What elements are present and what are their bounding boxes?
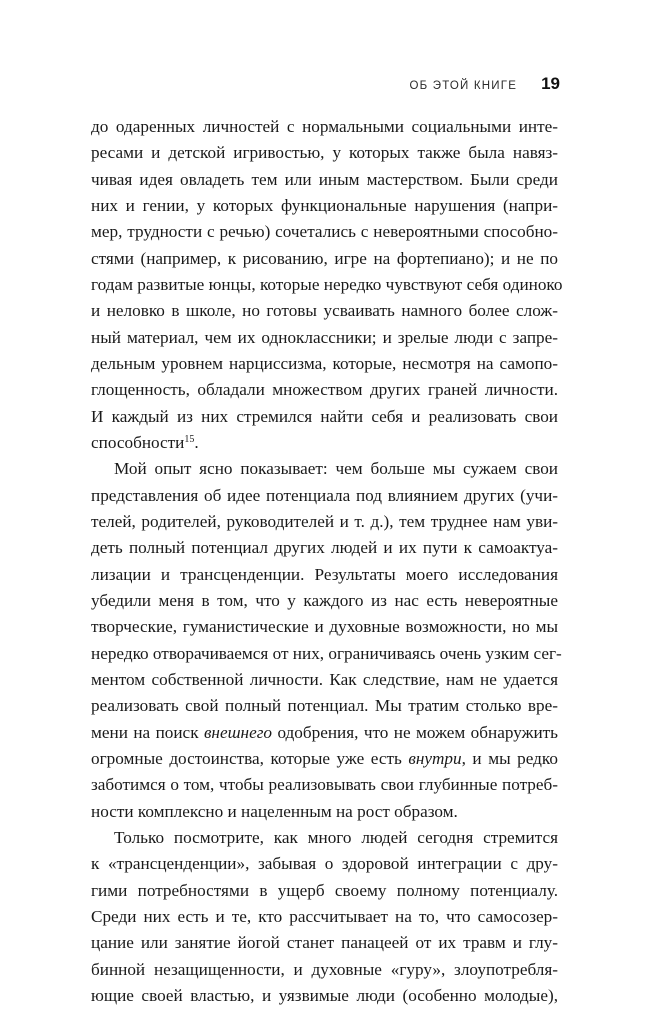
text-line: ный материал, чем их одноклассники; и зрелые люди с запре-: [91, 327, 558, 347]
emphasis: внешнего: [203, 722, 273, 742]
text-fragment: способности: [91, 432, 185, 452]
text-line: чивая идея овладеть тем или иным мастерством. Были среди: [91, 169, 558, 189]
text-line: дельным уровнем нарциссизма, которые, несмотря на самопо-: [91, 353, 558, 373]
body-text: [91, 114, 563, 1009]
text-line: деть полный потенциал других людей и их пути к самоактуа-: [91, 538, 558, 558]
text-line: заботимся о том, чтобы реализовывать свои глубинные потреб-: [91, 775, 558, 795]
text-line: Среди них есть и те, кто рассчитывает на то, что самосозер-: [91, 906, 558, 926]
footnote-ref[interactable]: 15: [184, 433, 195, 445]
text-line: реализовать свой полный потенциал. Мы тратим столько вре-: [91, 696, 558, 716]
text-line: бинной незащищенности, и духовные «гуру», злоупотребля-: [91, 959, 558, 979]
running-header: [409, 74, 560, 94]
text-line: цание или занятие йогой станет панацеей от их травм и глу-: [91, 933, 558, 953]
text-line: и неловко в школе, но готовы усваивать намного более слож-: [91, 301, 558, 321]
text-line: до одаренных личностей с нормальными социальными инте-: [91, 117, 558, 136]
text-line: мер, трудности с речью) сочетались с невероятными способно-: [91, 222, 558, 242]
page-number: 19: [541, 74, 560, 93]
text-line: Мой опыт ясно показывает: чем больше мы сужаем свои: [114, 459, 558, 479]
text-line: нередко отворачиваемся от них, ограничиваясь очень узким сег-: [91, 643, 562, 663]
text-line: представления об идее потенциала под влиянием других (учи-: [91, 485, 558, 505]
text-line: ментом собственной личности. Как следствие, нам не удается: [91, 669, 558, 689]
text-fragment: .: [194, 432, 199, 452]
text-line: [91, 746, 558, 772]
text-fragment: огромные достоинства, которые уже есть: [91, 748, 409, 768]
text-line: убедили меня в том, что у каждого из нас есть невероятные: [91, 590, 558, 610]
text-line: телей, родителей, руководителей и т. д.), тем труднее нам уви-: [91, 511, 558, 531]
text-fragment: мени на поиск: [91, 722, 204, 742]
text-line: ности комплексно и нацеленным на рост образом.: [91, 801, 458, 821]
text-line: глощенность, обладали множеством других граней личности.: [91, 380, 558, 400]
text-line: годам развитые юнцы, которые нередко чувствуют себя одиноко: [91, 274, 563, 294]
text-line: к «трансценденции», забывая о здоровой интеграции с дру-: [91, 854, 558, 874]
text-line: ресами и детской игривостью, у которых также была навяз-: [91, 143, 558, 163]
emphasis: внутри: [408, 748, 462, 768]
text-line: [91, 720, 558, 746]
text-fragment: одобрения, что не можем обнаружить: [272, 722, 558, 742]
text-line: творческие, гуманистические и духовные возможности, но мы: [91, 617, 558, 637]
text-line: гими потребностями в ущерб своему полному потенциалу.: [91, 880, 558, 900]
text-line: лизации и трансценденции. Результаты моего исследования: [91, 564, 558, 584]
text-line: [91, 430, 558, 456]
running-title: ОБ ЭТОЙ КНИГЕ: [409, 80, 518, 92]
text-line: них и гении, у которых функциональные нарушения (напри-: [91, 195, 558, 215]
text-line: Только посмотрите, как много людей сегодня стремится: [114, 827, 558, 847]
text-line: стями (например, к рисованию, игре на фортепиано); и не по: [91, 248, 558, 268]
text-line: И каждый из них стремился найти себя и реализовать свои: [91, 406, 558, 426]
text-line: ющие своей властью, и уязвимые люди (особенно молодые),: [91, 985, 558, 1005]
text-fragment: , и мы редко: [461, 748, 558, 768]
